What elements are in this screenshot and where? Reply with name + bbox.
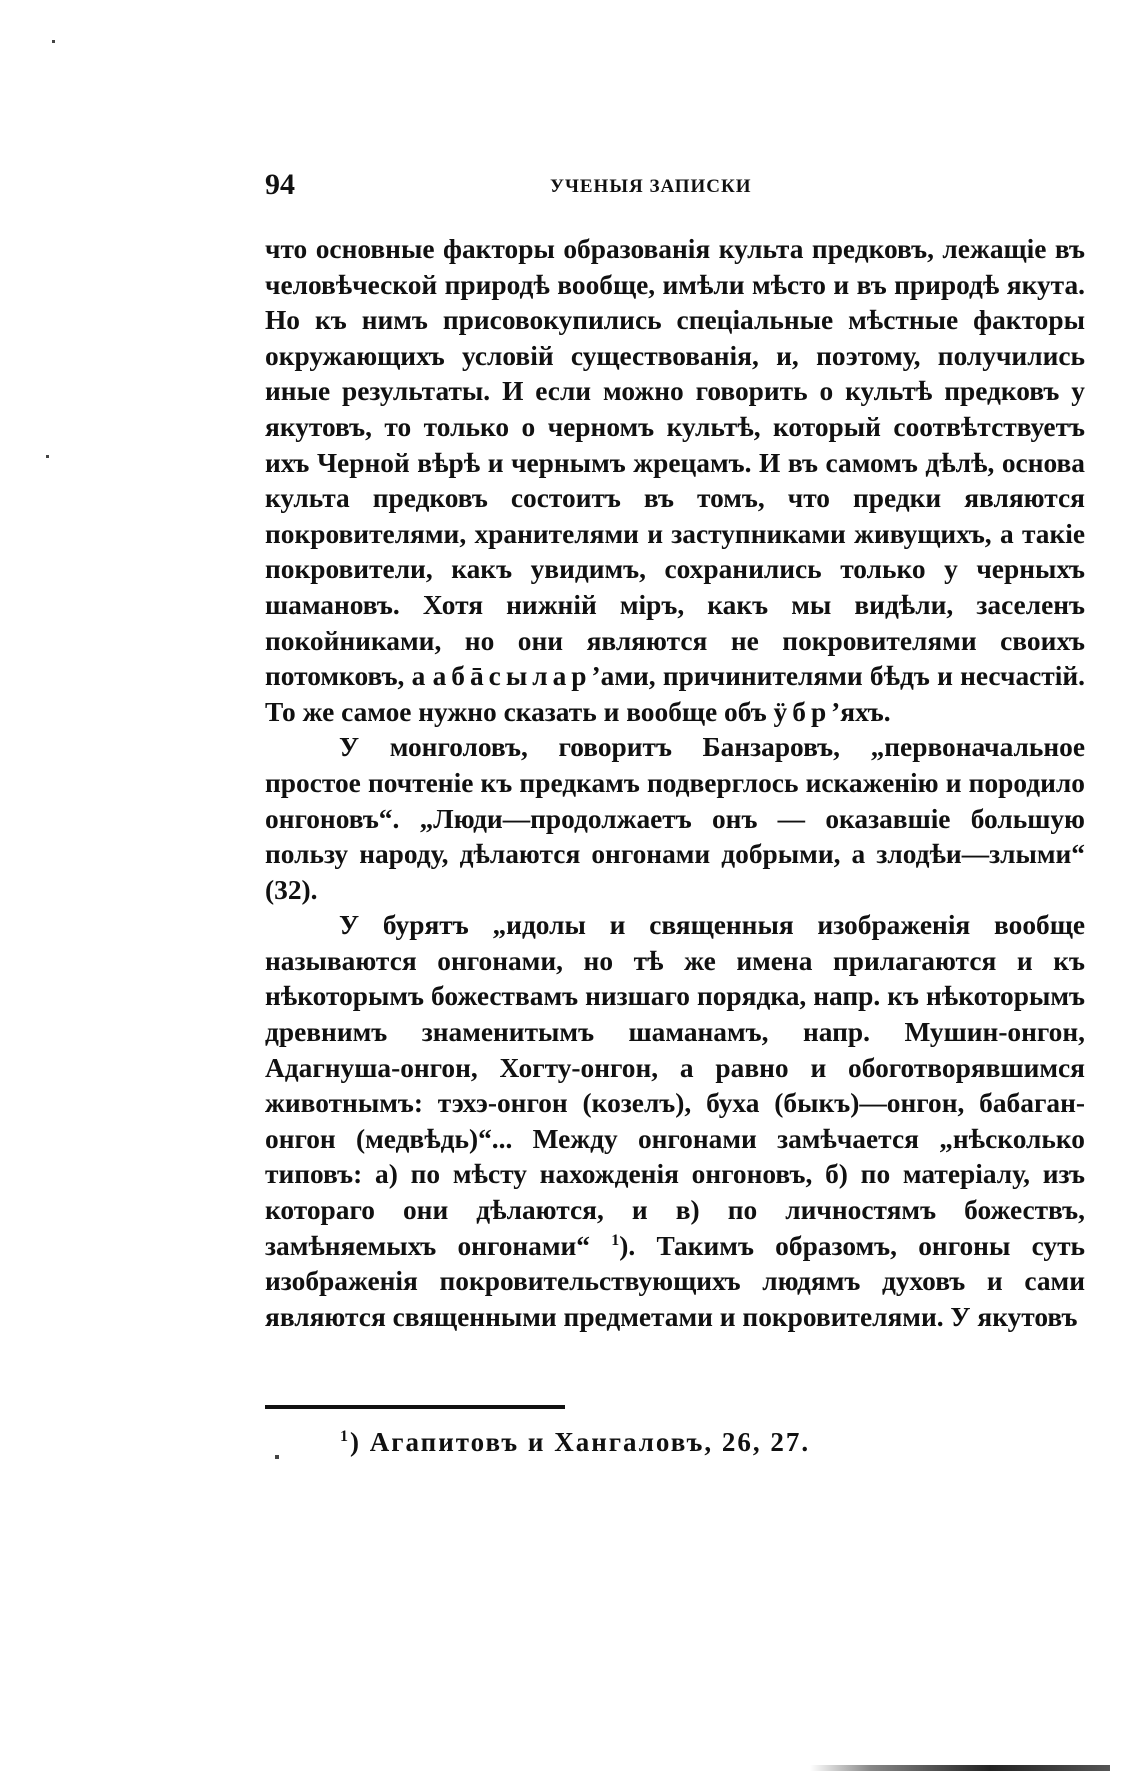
paragraph-3: [265, 908, 1085, 1335]
paragraph-2: У монголовъ, говоритъ Банзаровъ, „первоначальное простое почтеніе къ предкамъ подверглось искаженію и породило онгоновъ“. „Люди—продолжаетъ онъ — оказавшіе большую пользу народу, дѣлаются онгонами добрыми, а злодѣи—злыми“ (32).: [265, 732, 1085, 905]
paragraph-1-text-a: что основные факторы образованія культа предковъ, лежащіе въ человѣческой природѣ вообще, имѣли мѣсто и въ природѣ якута. Но къ нимъ присовокупились спеціальные мѣстные факторы окружающихъ условій существованія, и, поэтому, получились иные результаты. И если можно говорить о культѣ предковъ у якутовъ, то только о черномъ культѣ, который соотвѣтствуетъ ихъ Черной вѣрѣ и чернымъ жрецамъ. И въ самомъ дѣлѣ, основа культа предковъ состоитъ въ томъ, что предки являются покровителями, хранителями и заступниками живущихъ, а такіе покровители, какъ увидимъ, сохранились только у черныхъ шамановъ. Хотя нижній міръ, какъ мы видѣли, заселенъ покойниками, но они являются не покровителями своихъ потомковъ, а: [265, 234, 1085, 692]
footnote-rule: [265, 1405, 565, 1409]
running-title: УЧЕНЫЯ ЗАПИСКИ: [550, 176, 752, 197]
footnote-text: ) Агапитовъ и Хангаловъ, 26, 27.: [350, 1427, 811, 1457]
running-head: [265, 168, 1085, 208]
footnote-mark: 1: [340, 1428, 350, 1445]
scan-speck: [275, 1455, 279, 1459]
page-number: 94: [265, 168, 295, 201]
paragraph-3-text-a: У бурятъ „идолы и священныя изображенія вообще называются онгонами, но тѣ же имена прилагаются и къ нѣкоторымъ божествамъ низшаго порядка, напр. къ нѣкоторымъ древнимъ знаменитымъ шаманамъ, напр. Мушин-онгон, Адагнуша-онгон, Хогту-онгон, а равно и обоготворявшимся животнымъ: тэхэ-онгон (козелъ), буха (быкъ)—онгон, бабаган-онгон (медвѣдь)“... Между онгонами замѣчается „нѣсколько типовъ: а) по мѣсту нахожденія онгоновъ, б) по матеріалу, изъ котораго они дѣлаются, и в) по личностямъ божествъ, замѣняемыхъ онгонами“: [265, 910, 1085, 1261]
paragraph-1-text-b: ’ами, причинителями бѣдъ и несчастій. То же самое нужно сказать и вообще объ: [265, 661, 1086, 727]
paragraph-3-text-b: ). Такимъ образомъ, онгоны суть изображенія покровительствующихъ людямъ духовъ и сами являются священными предметами и покровителями. У якутовъ: [265, 1230, 1086, 1332]
spaced-term-ubr: ӱбр: [773, 696, 832, 727]
scan-speck: [46, 455, 49, 458]
body-text: [265, 232, 1085, 1335]
paragraph-1: [265, 232, 1085, 730]
paragraph-1-text-c: ’яхъ.: [831, 696, 891, 727]
scan-edge-mark: [810, 1765, 1110, 1771]
footnote-reference: 1: [611, 1231, 620, 1249]
spaced-term-abasylar: абāсылар: [432, 661, 592, 692]
footnote: [340, 1427, 810, 1458]
scan-speck: [52, 40, 55, 43]
